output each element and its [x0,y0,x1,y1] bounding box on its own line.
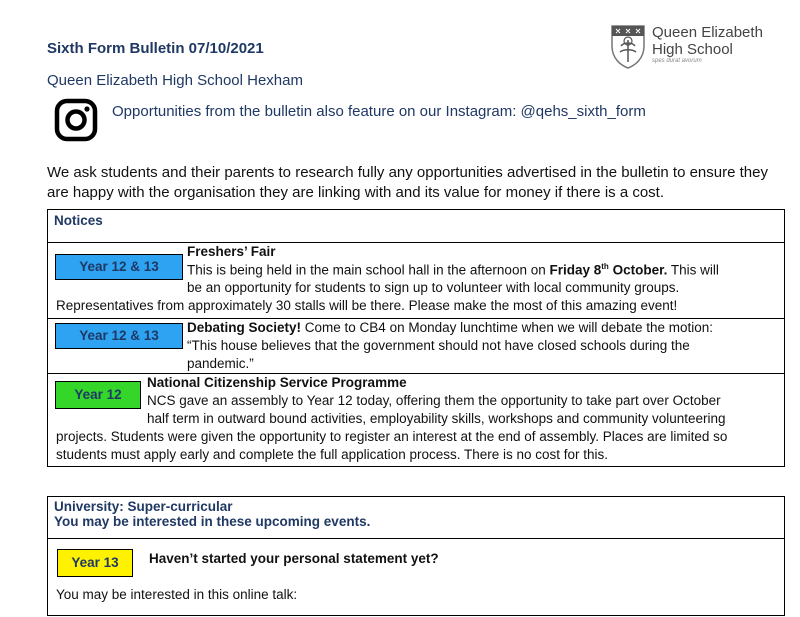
notice-freshers-fair [48,243,784,319]
notice-line-3: projects. Students were given the opportunity to register an interest at the end of assembly. Places are limited so [56,429,728,444]
notice-line-2: half term in outward bound activities, employability skills, workshops and community volunteering [147,411,726,426]
university-subheader: You may be interested in these upcoming events. [54,514,371,529]
notices-table [47,209,785,467]
school-crest-icon [610,24,646,70]
university-header: University: Super-curricular [54,499,233,514]
year-tag: Year 12 & 13 [55,323,183,349]
school-name: Queen Elizabeth High School Hexham [47,72,303,89]
bulletin-title: Sixth Form Bulletin 07/10/2021 [47,40,264,57]
logo-motto: spes durat avorum [652,58,702,64]
logo-line-2: High School [652,41,733,58]
year-tag: Year 13 [57,549,133,577]
notice-heading: Freshers’ Fair [187,244,276,259]
notice-heading: National Citizenship Service Programme [147,375,407,390]
instagram-icon[interactable] [54,98,98,142]
university-personal-statement [48,539,784,617]
notice-ncs-programme [48,374,784,468]
notice-line-1: NCS gave an assembly to Year 12 today, offering them the opportunity to take part over October [147,393,721,408]
item-line-1: You may be interested in this online talk: [56,587,298,602]
logo-line-1: Queen Elizabeth [652,24,763,41]
notice-line-3: pandemic.” [187,356,254,371]
instagram-note: Opportunities from the bulletin also feature on our Instagram: @qehs_sixth_form [112,103,646,120]
notice-line-2: be an opportunity for students to sign up to volunteer with local community groups. [187,280,680,295]
notices-header: Notices [54,213,103,228]
year-tag: Year 12 & 13 [55,254,183,280]
notices-header-row [48,210,784,243]
school-logo [608,22,778,78]
intro-paragraph: We ask students and their parents to research fully any opportunities advertised in the bulletin to ensure they are happy with the organisation they are linking with and its value for money if there is a cost. [47,164,768,201]
notice-line-1: Debating Society! Come to CB4 on Monday lunchtime when we will debate the motion: [187,320,713,335]
item-heading: Haven’t started your personal statement yet? [149,551,439,566]
notice-line-3: Representatives from approximately 30 stalls will be there. Please make the most of this amazing event! [56,298,678,313]
notice-debating-society [48,319,784,374]
notice-line-4: students must apply early and complete the full application process. There is no cost for this. [56,447,609,462]
university-table [47,496,785,616]
year-tag: Year 12 [55,381,141,409]
university-header-row [48,497,784,539]
notice-line-1: This is being held in the main school hall in the afternoon on Friday 8th October. This will [187,262,719,278]
notice-line-2: “This house believes that the government should not have closed schools during the [187,338,690,353]
